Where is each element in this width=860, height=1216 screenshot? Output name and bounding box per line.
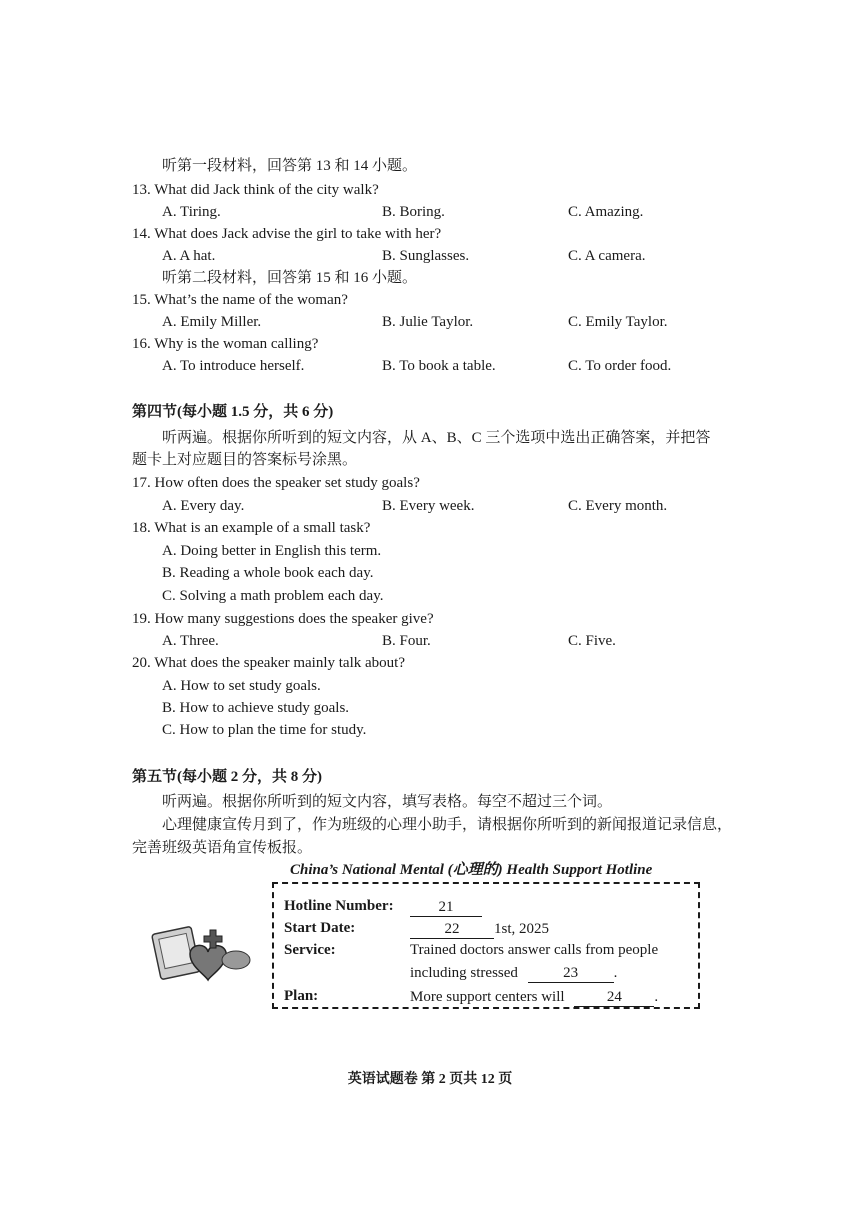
blank-24[interactable]: 24 [574, 988, 654, 1007]
hotline-number-value [410, 898, 482, 917]
section-5-instruction-line3: 完善班级英语角宣传板报。 [132, 840, 313, 856]
q19-option-a: A. Three. [162, 633, 219, 649]
start-date-suffix: 1st, 2025 [494, 921, 550, 937]
q13-option-c: C. Amazing. [568, 204, 644, 220]
q18-option-b: B. Reading a whole book each day. [162, 565, 374, 581]
q18-option-c: C. Solving a math problem each day. [162, 588, 384, 604]
page-footer: 英语试题卷 第 2 页共 12 页 [347, 1072, 513, 1087]
blank-22[interactable]: 22 [410, 920, 494, 939]
q17-option-c: C. Every month. [568, 498, 668, 514]
q16-option-b: B. To book a table. [382, 358, 496, 374]
q15-option-a: A. Emily Miller. [162, 314, 262, 330]
q14-option-c: C. A camera. [568, 248, 646, 264]
question-16: 16. Why is the woman calling? [132, 336, 319, 352]
start-date-label: Start Date: [284, 920, 356, 936]
section-5-instruction-line2: 心理健康宣传月到了，作为班级的心理小助手，请根据你所听到的新闻报道记录信息， [162, 817, 733, 833]
question-15: 15. What’s the name of the woman? [132, 292, 348, 308]
q14-option-a: A. A hat. [162, 248, 216, 264]
hotline-info-box [272, 882, 700, 1009]
plan-text: More support centers will [410, 989, 565, 1005]
material1-intro: 听第一段材料，回答第 13 和 14 小题。 [162, 158, 418, 174]
plan-label: Plan: [284, 988, 319, 1004]
plan-period: . [654, 989, 659, 1005]
section-5-instruction-line1: 听两遍。根据你所听到的短文内容，填写表格。每空不超过三个词。 [162, 794, 613, 810]
section-4-instruction-line2: 题卡上对应题目的答案标号涂黑。 [132, 452, 358, 468]
question-18: 18. What is an example of a small task? [132, 520, 371, 536]
q19-option-b: B. Four. [382, 633, 431, 649]
service-line1: Trained doctors answer calls from people [410, 942, 659, 958]
section-5-heading: 第五节(每小题 2 分，共 8 分) [132, 769, 322, 785]
q13-option-a: A. Tiring. [162, 204, 221, 220]
q15-option-b: B. Julie Taylor. [382, 314, 474, 330]
q14-option-b: B. Sunglasses. [382, 248, 470, 264]
q15-option-c: C. Emily Taylor. [568, 314, 668, 330]
blank-23[interactable]: 23 [528, 964, 614, 983]
q18-option-a: A. Doing better in English this term. [162, 543, 382, 559]
service-line2-text: including stressed [410, 965, 518, 981]
q16-option-c: C. To order food. [568, 358, 672, 374]
service-label: Service: [284, 942, 336, 958]
q19-option-c: C. Five. [568, 633, 616, 649]
hotline-table-title: China’s National Mental (心理的) Health Support Hotline [290, 862, 653, 878]
question-20: 20. What does the speaker mainly talk about? [132, 655, 405, 671]
section-4-instruction-line1: 听两遍。根据你所听到的短文内容，从 A、B、C 三个选项中选出正确答案，并把答 [162, 430, 711, 446]
hotline-number-label: Hotline Number: [284, 898, 394, 914]
q17-option-a: A. Every day. [162, 498, 245, 514]
service-line2 [410, 964, 617, 983]
plan-value [410, 988, 658, 1007]
phone-heart-illustration [150, 920, 260, 990]
question-17: 17. How often does the speaker set study goals? [132, 475, 420, 491]
start-date-value [410, 920, 549, 939]
q20-option-c: C. How to plan the time for study. [162, 722, 367, 738]
q20-option-b: B. How to achieve study goals. [162, 700, 350, 716]
question-14: 14. What does Jack advise the girl to take with her? [132, 226, 442, 242]
q17-option-b: B. Every week. [382, 498, 475, 514]
q13-option-b: B. Boring. [382, 204, 445, 220]
service-period: . [613, 965, 618, 981]
question-13: 13. What did Jack think of the city walk? [132, 182, 379, 198]
question-19: 19. How many suggestions does the speaker give? [132, 611, 434, 627]
q16-option-a: A. To introduce herself. [162, 358, 305, 374]
section-4-heading: 第四节(每小题 1.5 分，共 6 分) [132, 404, 334, 420]
blank-21[interactable]: 21 [410, 898, 482, 917]
q20-option-a: A. How to set study goals. [162, 678, 321, 694]
material2-intro: 听第二段材料，回答第 15 和 16 小题。 [162, 270, 418, 286]
